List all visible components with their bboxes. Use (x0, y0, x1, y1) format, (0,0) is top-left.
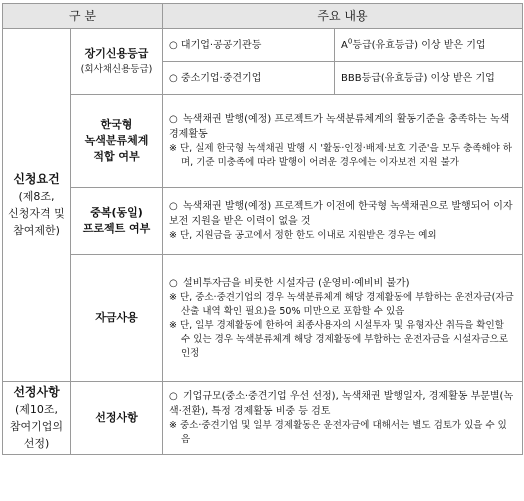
requirements-table (2, 3, 523, 455)
bullet-icon: ○ (169, 114, 178, 125)
rating-large-company-cell (163, 29, 335, 62)
taxonomy-content (163, 95, 523, 188)
table-row (3, 255, 523, 382)
select-title: 선정사항 (13, 385, 60, 399)
select-content (163, 382, 523, 455)
apply-requirements-cell (3, 29, 71, 382)
credit-rating-label: 장기신용등급 (84, 46, 149, 60)
funds-note-1: ※ 단, 중소·중견기업의 경우 녹색분류체계 해당 경제활동에 부합하는 운전자금(자금산출 내역 확인 필요)을 50% 미만으로 포함할 수 있음 (169, 291, 514, 317)
rating-large-company-grade-cell (335, 29, 523, 62)
apply-title: 신청요건 (13, 172, 60, 186)
list-item (169, 199, 516, 229)
duplicate-bullet: 녹색채권 발행(예정) 프로젝트가 이전에 한국형 녹색채권으로 발행되어 이자보전 지원을 받은 이력이 없을 것 (169, 201, 513, 227)
bullet-icon: ○ (169, 72, 178, 84)
header-category: 구 분 (3, 4, 163, 29)
funds-bullet: 설비투자금을 비롯한 시설자금 (운영비·예비비 불가) (183, 277, 410, 289)
select-subtitle: (제10조, 참여기업의 선정) (9, 403, 64, 450)
table-row (3, 95, 523, 188)
taxonomy-bullet: 녹색채권 발행(예정) 프로젝트가 녹색분류체계의 활동기준을 충족하는 녹색경제활동 (169, 114, 510, 140)
rating-sme: 중소기업·중견기업 (180, 72, 262, 84)
funds-content (163, 255, 523, 382)
table-row (3, 382, 523, 455)
select-note: ※ 중소·중견기업 및 일부 경제활동은 운전자금에 대해서는 별도 검토가 있을 수 있음 (169, 420, 507, 445)
rating-large-company: 대기업·공공기관등 (180, 39, 262, 51)
table-row (3, 29, 523, 62)
bullet-icon: ○ (169, 39, 178, 51)
duplicate-label: 중복(동일) 프로젝트 여부 (71, 188, 163, 255)
rating-sme-grade-cell: BBB등급(유효등급) 이상 받은 기업 (335, 62, 523, 95)
select-requirements-cell (3, 382, 71, 455)
select-bullet: 기업규모(중소·중견기업 우선 선정), 녹색채권 발행일자, 경제활동 부문별(녹색·전환), 특정 경제활동 비중 등 검토 (169, 391, 514, 417)
table-row (3, 188, 523, 255)
list-item (169, 389, 516, 419)
grade-a-sup: 0 (347, 37, 353, 46)
list-item (169, 276, 516, 291)
credit-rating-label-cell (71, 29, 163, 95)
duplicate-note: ※ 단, 지원금을 공고에서 정한 한도 이내로 지원받은 경우는 예외 (169, 230, 437, 241)
header-content: 주요 내용 (163, 4, 523, 29)
rating-sme-cell (163, 62, 335, 95)
taxonomy-note: ※ 단, 실제 한국형 녹색채권 발행 시 '활동·인정·배제·보호 기준'을 모두 충족해야 하며, 기준 미충족에 따라 발행이 어려운 경우에는 이자보전 지원 불가 (169, 143, 512, 168)
bullet-icon: ○ (169, 201, 178, 212)
grade-a: A (341, 39, 348, 51)
bullet-icon: ○ (169, 277, 178, 289)
list-item (169, 112, 516, 142)
select-label: 선정사항 (71, 382, 163, 455)
funds-note-2: ※ 단, 일부 경제활동에 한하여 최종사용자의 시설투자 및 유형자산 취득을 확인할 수 있는 경우 녹색분류체계 해당 경제활동에 부합하는 운전자금을 시설자금으로 인정 (169, 319, 509, 359)
duplicate-content (163, 188, 523, 255)
bullet-icon: ○ (169, 391, 178, 402)
funds-label: 자금사용 (71, 255, 163, 382)
grade-a-text: 등급(유효등급) 이상 받은 기업 (352, 39, 486, 51)
table-header-row (3, 4, 523, 29)
apply-subtitle: (제8조, 신청자격 및 참여제한) (8, 190, 65, 237)
credit-rating-sublabel: (회사채신용등급) (80, 63, 153, 75)
taxonomy-label: 한국형 녹색분류체계 적합 여부 (71, 95, 163, 188)
